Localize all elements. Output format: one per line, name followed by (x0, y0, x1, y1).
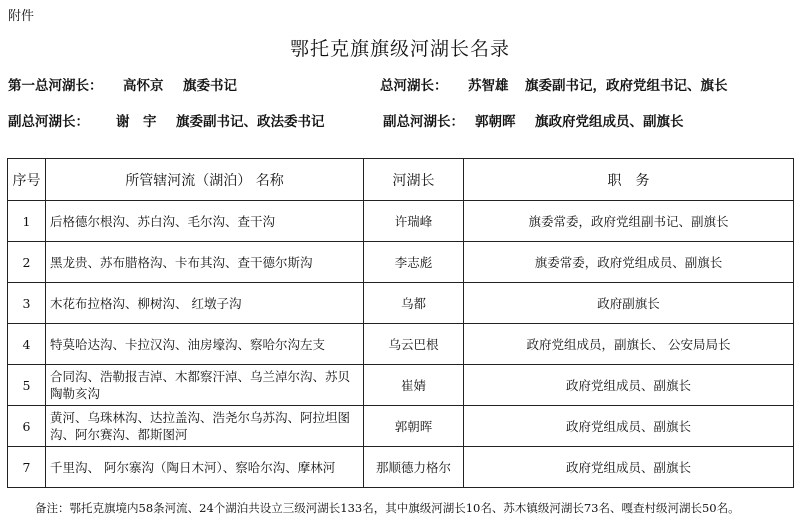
row-number: 4 (8, 324, 46, 365)
table-row (8, 283, 794, 324)
row-duty: 政府副旗长 (464, 283, 794, 324)
row-rivers: 黑龙贵、苏布腊格沟、卡布其沟、查干德尔斯沟 (46, 242, 364, 283)
table-row (8, 365, 794, 406)
row-chief: 郭朝晖 (364, 406, 464, 447)
first-chief-role: 第一总河湖长： (8, 78, 103, 94)
row-rivers: 特莫哈达沟、卡拉汉沟、油房壕沟、察哈尔沟左支 (46, 324, 364, 365)
row-number: 2 (8, 242, 46, 283)
row-duty: 旗委常委，政府党组副书记、副旗长 (464, 201, 794, 242)
river-chief-table (7, 158, 794, 488)
page-title: 鄂托克旗旗级河湖长名录 (289, 38, 510, 60)
deputy-2-role: 副总河湖长： (383, 114, 464, 130)
row-number: 1 (8, 201, 46, 242)
row-number: 6 (8, 406, 46, 447)
chief-name: 苏智雄 (468, 78, 509, 94)
table-row (8, 201, 794, 242)
row-number: 3 (8, 283, 46, 324)
deputy-2-name: 郭朝晖 (475, 114, 516, 130)
row-rivers: 木花布拉格沟、柳树沟、 红墩子沟 (46, 283, 364, 324)
row-rivers: 千里沟、 阿尔寨沟（陶日木河）、察哈尔沟、摩林河 (46, 447, 364, 488)
deputy-chief-line-1 (8, 110, 325, 130)
row-number: 5 (8, 365, 46, 406)
deputy-1-role: 副总河湖长： (8, 114, 89, 130)
row-chief: 李志彪 (364, 242, 464, 283)
table-body (8, 201, 794, 488)
first-chief-line (8, 74, 237, 94)
table-header-row (8, 159, 794, 201)
row-rivers: 合同沟、浩勒报吉淖、木都察汗淖、乌兰淖尔沟、苏贝陶勒亥沟 (46, 365, 364, 406)
row-duty: 旗委常委，政府党组成员、副旗长 (464, 242, 794, 283)
row-chief: 乌云巴根 (364, 324, 464, 365)
row-rivers: 黄河、乌珠林沟、达拉盖沟、浩尧尔乌苏沟、阿拉坦图沟、阿尔赛沟、都斯图河 (46, 406, 364, 447)
row-duty: 政府党组成员、副旗长 (464, 365, 794, 406)
header-chief: 河湖长 (364, 159, 464, 201)
row-chief: 许瑞峰 (364, 201, 464, 242)
table-row (8, 324, 794, 365)
row-duty: 政府党组成员、副旗长 (464, 447, 794, 488)
table-row (8, 242, 794, 283)
deputy-1-name: 谢 宇 (116, 114, 157, 130)
table-row (8, 406, 794, 447)
deputy-2-post: 旗政府党组成员、副旗长 (535, 114, 684, 130)
row-rivers: 后格德尔根沟、苏白沟、毛尔沟、查干沟 (46, 201, 364, 242)
attachment-label: 附件 (8, 9, 35, 24)
row-chief: 崔婧 (364, 365, 464, 406)
row-number: 7 (8, 447, 46, 488)
deputy-1-post: 旗委副书记、政法委书记 (176, 114, 325, 130)
row-duty: 政府党组成员，副旗长、 公安局局长 (464, 324, 794, 365)
row-duty: 政府党组成员、副旗长 (464, 406, 794, 447)
first-chief-post: 旗委书记 (183, 78, 237, 94)
header-duty: 职 务 (464, 159, 794, 201)
chief-role: 总河湖长： (380, 78, 448, 94)
chief-post: 旗委副书记，政府党组书记、旗长 (525, 78, 728, 94)
row-chief: 乌都 (364, 283, 464, 324)
header-rivers: 所管辖河流（湖泊） 名称 (46, 159, 364, 201)
first-chief-name: 高怀京 (123, 78, 164, 94)
header-num: 序号 (8, 159, 46, 201)
footnote: 备注：鄂托克旗境内58条河流、24个湖泊共设立三级河湖长133名，其中旗级河湖长10名、苏木镇级河湖长73名、嘎查村级河湖长50名。 (35, 501, 740, 515)
table-row (8, 447, 794, 488)
chief-line (380, 74, 728, 94)
row-chief: 那顺德力格尔 (364, 447, 464, 488)
deputy-chief-line-2 (383, 110, 684, 130)
